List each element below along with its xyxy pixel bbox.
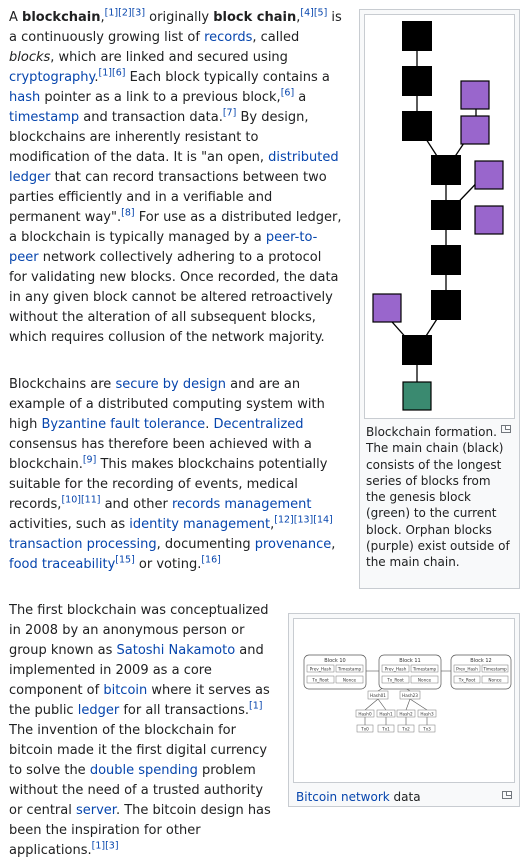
field-nonce: Nonce xyxy=(488,677,502,683)
tree-leaf: Tx0 xyxy=(361,726,369,732)
reference-link[interactable]: [16] xyxy=(201,554,221,566)
figure-caption xyxy=(296,789,496,805)
term-blockchain: blockchain xyxy=(22,10,101,25)
reference-link[interactable]: [15] xyxy=(115,554,135,566)
bitcoin-block-diagram xyxy=(294,619,514,782)
field-nonce: Nonce xyxy=(417,677,432,683)
orphan-block xyxy=(475,206,503,234)
figure-caption: Blockchain formation. The main chain (black) consists of the longest series of blocks from the genesis block (green) to the current block. Orphan blocks (purple) exist outside of the main chain. xyxy=(366,425,510,570)
reference-link[interactable]: [1][2][3] xyxy=(104,7,146,19)
tree-node: Hash0 xyxy=(358,711,372,717)
text: originally xyxy=(145,10,214,25)
orphan-block xyxy=(461,81,489,109)
text: a xyxy=(294,90,307,105)
block-box xyxy=(451,655,511,689)
reference-link[interactable]: [1][6] xyxy=(98,67,126,79)
text: , xyxy=(270,517,275,532)
field-tx-root: Tx_Root xyxy=(387,677,404,683)
history-paragraph xyxy=(9,601,275,861)
text: Each block typically contains a xyxy=(125,70,330,85)
text: that can record transactions between two parties efficiently and in a verifiable and permanent way". xyxy=(9,170,327,225)
text: activities, such as xyxy=(9,517,130,532)
field-timestamp: Timestamp xyxy=(337,666,362,672)
main-block xyxy=(431,155,461,185)
text: where it serves as the public xyxy=(9,683,270,718)
text: network collectively adhering to a protocol for validating new blocks. Once recorded, the data in any given block cannot be altered retroactively without the alteration of all subsequent blocks, which requires collusion of the network majority. xyxy=(9,250,339,345)
orphan-block xyxy=(461,116,489,144)
link-provenance[interactable]: provenance xyxy=(254,537,332,552)
block-title: Block 12 xyxy=(470,658,492,664)
link-secure-by-design[interactable]: secure by design xyxy=(115,377,226,392)
main-block xyxy=(402,335,432,365)
text: Blockchains are xyxy=(9,377,116,392)
term-blocks: blocks xyxy=(9,50,51,65)
text: . The bitcoin design has been the inspiration for other applications. xyxy=(9,803,271,858)
field-prev-hash: Prev_Hash xyxy=(456,666,478,672)
reference-link[interactable]: [7] xyxy=(222,107,237,119)
intro-paragraph xyxy=(9,8,343,348)
merkle-tree xyxy=(356,691,436,732)
link-satoshi-nakamoto[interactable]: Satoshi Nakamoto xyxy=(116,643,236,658)
link-records-management[interactable]: records management xyxy=(171,497,312,512)
field-tx-root: Tx_Root xyxy=(458,677,476,683)
text: . xyxy=(94,70,99,85)
text: A xyxy=(9,10,23,25)
caption-text: data xyxy=(389,790,421,804)
text: The first blockchain was conceptualized in 2008 by an anonymous person or group known as xyxy=(9,603,269,658)
term-block-chain: block chain xyxy=(213,10,297,25)
blockchain-formation-figure xyxy=(359,9,520,589)
main-block xyxy=(431,290,461,320)
reference-link[interactable]: [4][5] xyxy=(300,7,328,19)
text: , which are linked and secured using xyxy=(50,50,288,65)
reference-link[interactable]: [6] xyxy=(280,87,295,99)
text: This makes blockchains potentially suitable for the recording of events, medical records, xyxy=(9,457,328,512)
link-bitcoin-network[interactable]: Bitcoin network xyxy=(296,790,390,804)
field-prev-hash: Prev_Hash xyxy=(384,666,407,672)
text: , called xyxy=(252,30,300,45)
block-title: Block 11 xyxy=(399,658,421,664)
main-block xyxy=(431,245,461,275)
link-bitcoin[interactable]: bitcoin xyxy=(103,683,148,698)
tree-node: Hash2 xyxy=(399,711,413,717)
field-prev-hash: Prev_Hash xyxy=(309,666,332,672)
text: is a continuously growing list of xyxy=(9,10,342,45)
text: pointer as a link to a previous block, xyxy=(40,90,281,105)
text: and transaction data. xyxy=(79,110,223,125)
text: The invention of the blockchain for bitcoin made it the first digital currency to solve the xyxy=(9,723,268,778)
text: , xyxy=(296,10,301,25)
orphan-block xyxy=(373,294,401,322)
main-chain-blocks xyxy=(402,21,461,365)
orphan-block xyxy=(475,161,503,189)
block-box xyxy=(304,655,366,689)
enlarge-icon[interactable] xyxy=(502,791,512,799)
tree-leaf: Tx2 xyxy=(402,726,410,732)
link-ledger[interactable]: ledger xyxy=(77,703,120,718)
reference-link[interactable]: [10][11] xyxy=(61,494,101,506)
genesis-block xyxy=(403,382,431,410)
link-timestamp[interactable]: timestamp xyxy=(9,110,80,125)
text: By design, blockchains are inherently resistant to modification of the data. It is "an open, xyxy=(9,110,309,165)
text: , xyxy=(331,537,336,552)
text: or voting. xyxy=(134,557,202,572)
link-identity-management[interactable]: identity management xyxy=(129,517,271,532)
text: and other xyxy=(100,497,172,512)
block-box xyxy=(379,655,441,689)
tree-node: Hash23 xyxy=(402,692,418,698)
tree-leaf: Tx3 xyxy=(423,726,431,732)
bitcoin-network-figure xyxy=(288,613,520,807)
tree-node: Hash01 xyxy=(370,692,386,698)
reference-link[interactable]: [9] xyxy=(82,454,97,466)
blockchain-diagram xyxy=(365,15,514,418)
text: . xyxy=(205,417,214,432)
main-block xyxy=(431,200,461,230)
text: for all transactions. xyxy=(119,703,249,718)
main-block xyxy=(402,111,432,141)
reference-link[interactable]: [8] xyxy=(121,207,135,219)
link-food-traceability[interactable]: food traceability xyxy=(9,557,116,572)
link-cryptography[interactable]: cryptography xyxy=(9,70,95,85)
text: , documenting xyxy=(156,537,255,552)
text: and are an example of a distributed computing system with high xyxy=(9,377,325,432)
blockchain-formation-image[interactable] xyxy=(364,14,515,419)
reference-link[interactable]: [1] xyxy=(249,700,263,712)
text: problem without the need of a trusted authority or central xyxy=(9,763,264,818)
text: and implemented in 2009 as a core component of xyxy=(9,643,264,698)
field-tx-root: Tx_Root xyxy=(312,677,329,683)
field-timestamp: Timestamp xyxy=(483,666,507,672)
text: consensus has therefore been achieved with a blockchain. xyxy=(9,437,312,472)
bitcoin-network-image[interactable] xyxy=(293,618,515,783)
text: For use as a distributed ledger, a blockchain is typically managed by a xyxy=(9,210,342,245)
tree-node: Hash3 xyxy=(420,711,434,717)
field-nonce: Nonce xyxy=(342,677,357,683)
link-records[interactable]: records xyxy=(204,30,253,45)
text: , xyxy=(100,10,105,25)
block-title: Block 10 xyxy=(324,658,346,664)
reference-link[interactable]: [1][3] xyxy=(91,840,119,852)
link-byzantine-fault-tolerance[interactable]: Byzantine fault tolerance xyxy=(41,417,206,432)
link-server[interactable]: server xyxy=(75,803,116,818)
main-block xyxy=(402,21,432,51)
link-decentralized[interactable]: Decentralized xyxy=(213,417,304,432)
link-distributed-ledger[interactable]: distributed ledger xyxy=(9,150,339,185)
link-peer-to-peer[interactable]: peer-to-peer xyxy=(9,230,318,265)
link-hash[interactable]: hash xyxy=(9,90,41,105)
tree-node: Hash1 xyxy=(379,711,393,717)
main-block xyxy=(402,66,432,96)
reference-link[interactable]: [12][13][14] xyxy=(274,514,333,526)
field-timestamp: Timestamp xyxy=(412,666,437,672)
link-double-spending[interactable]: double spending xyxy=(89,763,198,778)
tree-leaf: Tx1 xyxy=(382,726,390,732)
applications-paragraph xyxy=(9,375,343,575)
link-transaction-processing[interactable]: transaction processing xyxy=(9,537,157,552)
